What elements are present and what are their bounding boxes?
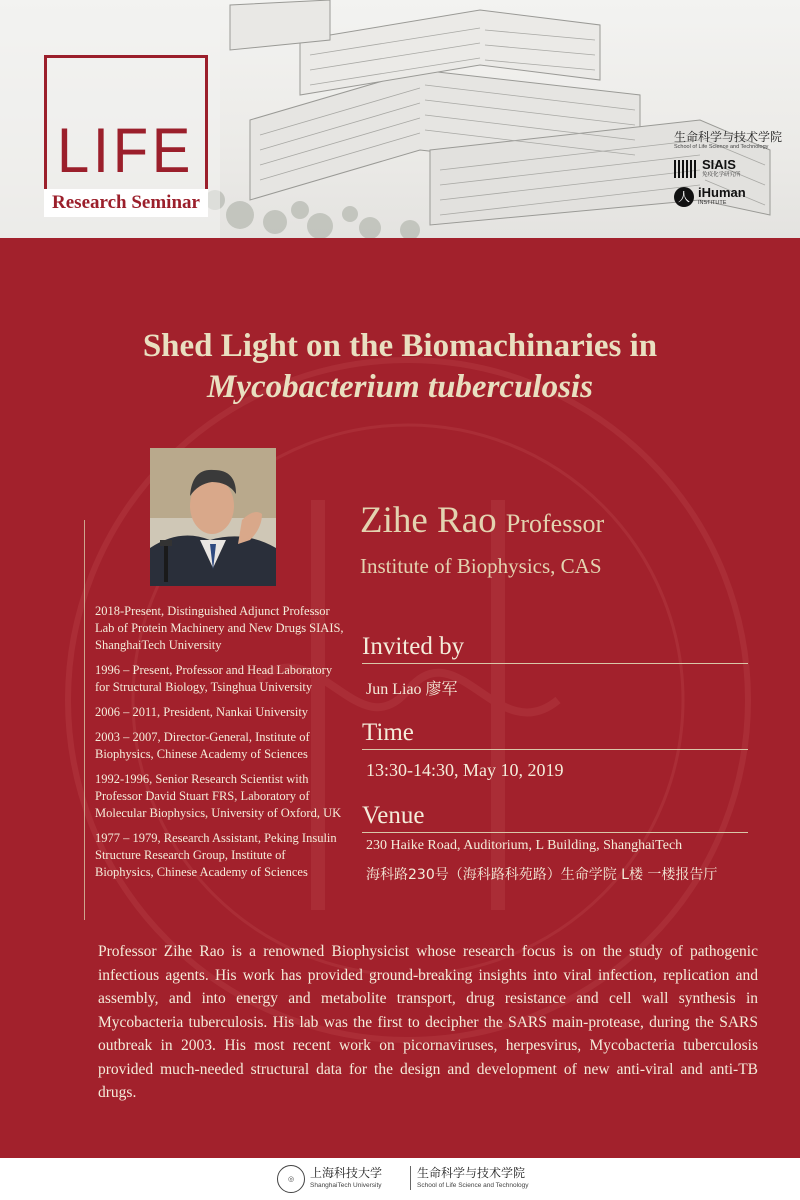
school-logo bbox=[674, 130, 786, 151]
career-item: 1992-1996, Senior Research Scientist with Professor David Stuart FRS, Laboratory of Molecular Biophysics, University of Oxford, UK bbox=[95, 772, 342, 820]
siais-logo-name: SIAIS bbox=[702, 157, 736, 172]
ihuman-figure-icon: 人 bbox=[674, 187, 694, 207]
speaker-info bbox=[360, 498, 604, 581]
speaker-name: Zihe Rao bbox=[360, 500, 497, 541]
venue-address-en: 230 Haike Road, Auditorium, L Building, ShanghaiTech bbox=[366, 838, 683, 853]
title-line-2: Mycobacterium tuberculosis bbox=[207, 369, 593, 405]
university-seal-icon: ◎ bbox=[277, 1165, 305, 1193]
venue-address-cn: 海科路230号（海科路科苑路）生命学院 L楼 一楼报告厅 bbox=[366, 867, 718, 883]
career-item: 1977 – 1979, Research Assistant, Peking Insulin Structure Research Group, Institute of Biophysics, Chinese Academy of Sciences bbox=[95, 831, 337, 879]
career-item: 2018-Present, Distinguished Adjunct Professor Lab of Protein Machinery and New Drugs SIAIS, ShanghaiTech University bbox=[95, 604, 344, 652]
speaker-photo bbox=[150, 448, 276, 586]
speaker-institution: Institute of Biophysics, CAS bbox=[360, 554, 602, 578]
speaker-title: Professor bbox=[505, 509, 605, 538]
life-logo-word: LIFE bbox=[57, 116, 195, 186]
career-divider-line bbox=[84, 520, 85, 920]
ihuman-logo bbox=[674, 186, 786, 207]
ihuman-logo-name: iHuman bbox=[698, 185, 746, 200]
partner-logos bbox=[674, 130, 786, 214]
footer-bar bbox=[0, 1158, 800, 1200]
life-logo-subtitle: Research Seminar bbox=[44, 189, 208, 217]
school-logo-cn: 生命科学与技术学院 bbox=[674, 130, 783, 144]
title-line-1: Shed Light on the Biomachinaries in bbox=[142, 328, 658, 364]
invited-by-value: Jun Liao 廖军 bbox=[366, 681, 458, 698]
siais-logo-cn: 免疫化学研究所 bbox=[702, 172, 741, 178]
venue-heading: Venue bbox=[362, 800, 748, 833]
ihuman-logo-sub: INSTITUTE bbox=[698, 200, 727, 206]
footer-school-cn: 生命科学与技术学院 bbox=[417, 1166, 526, 1180]
career-item: 2006 – 2011, President, Nankai University bbox=[95, 705, 309, 719]
footer-school bbox=[410, 1166, 529, 1190]
footer-university bbox=[310, 1166, 382, 1190]
time-heading: Time bbox=[362, 717, 748, 750]
speaker-name-line bbox=[360, 498, 604, 547]
career-item: 2003 – 2007, Director-General, Institute of Biophysics, Chinese Academy of Sciences bbox=[95, 730, 310, 761]
invited-by-heading: Invited by bbox=[362, 631, 748, 664]
header-banner bbox=[0, 0, 800, 238]
life-logo bbox=[44, 55, 208, 217]
school-logo-en: School of Life Science and Technology bbox=[674, 144, 769, 150]
career-item: 1996 – Present, Professor and Head Laboratory for Structural Biology, Tsinghua University bbox=[95, 663, 333, 694]
time-value: 13:30-14:30, May 10, 2019 bbox=[366, 760, 564, 780]
footer-university-en: ShanghaiTech University bbox=[310, 1182, 382, 1189]
footer-university-cn: 上海科技大学 bbox=[310, 1166, 383, 1180]
seminar-title bbox=[40, 326, 760, 408]
speaker-bio: Professor Zihe Rao is a renowned Biophysicist whose research focus is on the study of pathogenic infectious agents. His work has provided ground-breaking insights into viral infection, replication and assembly, and into energy and metabolite transport, drug resistance and cell wall synthesis in Mycobacteria tuberculosis. His lab was the first to decipher the SARS main-protease, during the SARS outbreak in 2003. His most recent work on picornaviruses, herpesvirus, Mycobacteria tuberculosis provided much-needed structural data for the design and development of new anti-viral and anti-TB drugs. bbox=[98, 943, 758, 1101]
footer-school-en: School of Life Science and Technology bbox=[417, 1182, 529, 1189]
siais-logo bbox=[674, 158, 786, 179]
career-list bbox=[95, 603, 347, 889]
siais-barcode-icon bbox=[674, 160, 698, 178]
